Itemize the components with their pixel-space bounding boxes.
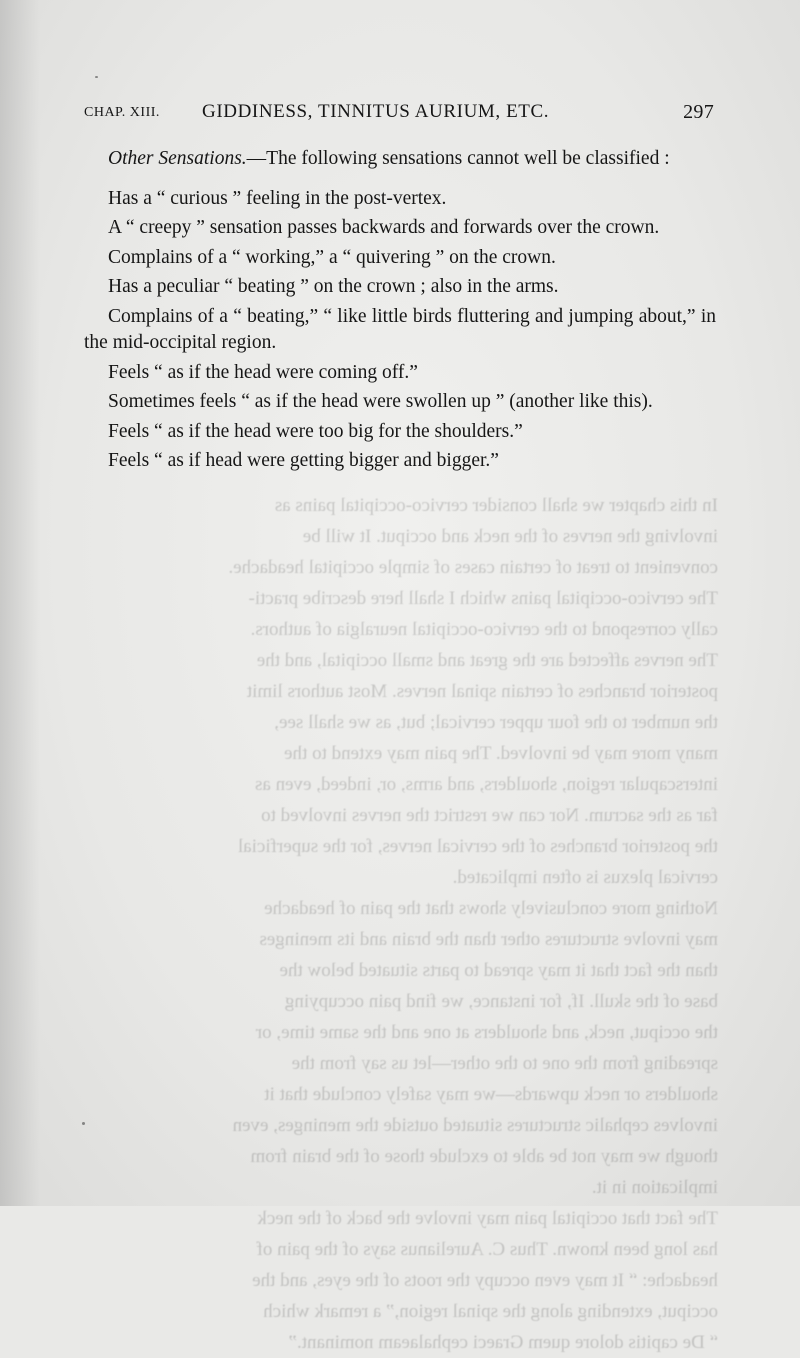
show-through-line: occiput, extending along the spinal region,” a remark which (263, 1301, 718, 1322)
show-through-line: has long been known. Thus C. Aurelianus says of the pain of (256, 1239, 718, 1260)
chapter-label: CHAP. XIII. (84, 105, 160, 120)
body-text (84, 146, 716, 478)
paragraph-text: Has a “ curious ” feeling in the post-vertex. (108, 187, 447, 209)
show-through-line: The cervico-occipital pains which I shall here describe practi- (248, 588, 718, 609)
sensation-entry (84, 215, 716, 242)
show-through-line: implication in it. (591, 1177, 718, 1198)
sensation-entry (84, 304, 716, 357)
show-through-line: headache: “ It may even occupy the roots of the eyes, and the (252, 1270, 718, 1291)
sensation-entry (84, 389, 716, 416)
paragraph-text: Complains of a “ working,” a “ quivering ” on the crown. (108, 246, 556, 268)
show-through-line: The fact that occipital pain may involve the back of the neck (257, 1208, 718, 1229)
running-header (84, 101, 714, 131)
show-through-line: convenient to treat of certain cases of simple occipital headache. (228, 557, 718, 578)
paragraph-text: Feels “ as if the head were coming off.” (108, 361, 418, 383)
show-through-line: base of the skull. If, for instance, we find pain occupying (284, 991, 718, 1012)
show-through-line: the posterior branches of the cervical nerves, for the superficial (237, 836, 718, 857)
show-through-text (88, 490, 718, 1358)
show-through-line: than the fact that it may spread to parts situated below the (279, 960, 718, 981)
paragraph-text: Feels “ as if head were getting bigger and bigger.” (108, 450, 499, 471)
section-intro-paragraph (84, 146, 716, 173)
show-through-line: The nerves affected are the great and small occipital, and the (256, 650, 718, 671)
sensation-entry (84, 245, 716, 272)
page-number: 297 (683, 101, 714, 123)
show-through-line: posterior branches of certain spinal nerves. Most authors limit (246, 681, 718, 702)
show-through-line: Nothing more conclusively shows that the pain of headache (264, 898, 718, 919)
show-through-line: involves cephalic structures situated outside the meninges, even (232, 1115, 718, 1136)
show-through-line: spreading from the one to the other—let us say from the (291, 1053, 718, 1074)
show-through-line: far as the sacrum. Nor can we restrict the nerves involved to (261, 805, 718, 826)
show-through-line: many more may be involved. The pain may extend to the (284, 743, 718, 764)
paragraph-text: Feels “ as if the head were too big for the shoulders.” (108, 420, 523, 442)
show-through-line: cervical plexus is often implicated. (452, 867, 718, 888)
paragraph-text: Complains of a “ beating,” “ like little birds fluttering and jumping about,” in the mid-occipital region. (84, 305, 716, 353)
sensation-entry (84, 186, 716, 213)
show-through-line: shoulders or neck upwards—we may safely conclude that it (264, 1084, 718, 1105)
binding-edge-shadow (0, 0, 40, 1206)
show-through-line: cally correspond to the cervico-occipital neuralgia of authors. (250, 619, 718, 640)
show-through-line: “ De capitis dolore quem Graeci cephalaeam nominant.” (288, 1332, 718, 1353)
show-through-line: involving the nerves of the neck and occiput. It will be (302, 526, 718, 547)
section-heading-italic: Other Sensations. (108, 148, 247, 169)
show-through-line: the number to the four upper cervical; but, as we shall see, (274, 712, 718, 733)
sensation-entry (84, 419, 716, 446)
show-through-line: interscapular region, shoulders, and arms, or, indeed, even as (254, 774, 718, 795)
show-through-line: though we may not be able to exclude those of the brain from (250, 1146, 718, 1167)
running-title: GIDDINESS, TINNITUS AURIUM, ETC. (202, 101, 550, 122)
paragraph-text: A “ creepy ” sensation passes backwards and forwards over the crown. (108, 217, 660, 238)
paragraph-text: —The following sensations cannot well be classified : (246, 148, 670, 169)
ink-speck (82, 1122, 85, 1125)
sensation-entry (84, 448, 716, 475)
paragraph-text: Sometimes feels “ as if the head were swollen up ” (another like this). (108, 391, 653, 412)
paragraph-text: Has a peculiar “ beating ” on the crown ; also in the arms. (108, 276, 559, 297)
ink-speck (95, 76, 98, 78)
sensation-entry (84, 274, 716, 301)
show-through-line: In this chapter we shall consider cervico-occipital pains as (274, 495, 718, 516)
show-through-line: the occiput, neck, and shoulders at one and the same time, or (255, 1022, 718, 1043)
sensation-entry (84, 360, 716, 387)
show-through-line: may involve structures other than the brain and its meninges (259, 929, 718, 950)
